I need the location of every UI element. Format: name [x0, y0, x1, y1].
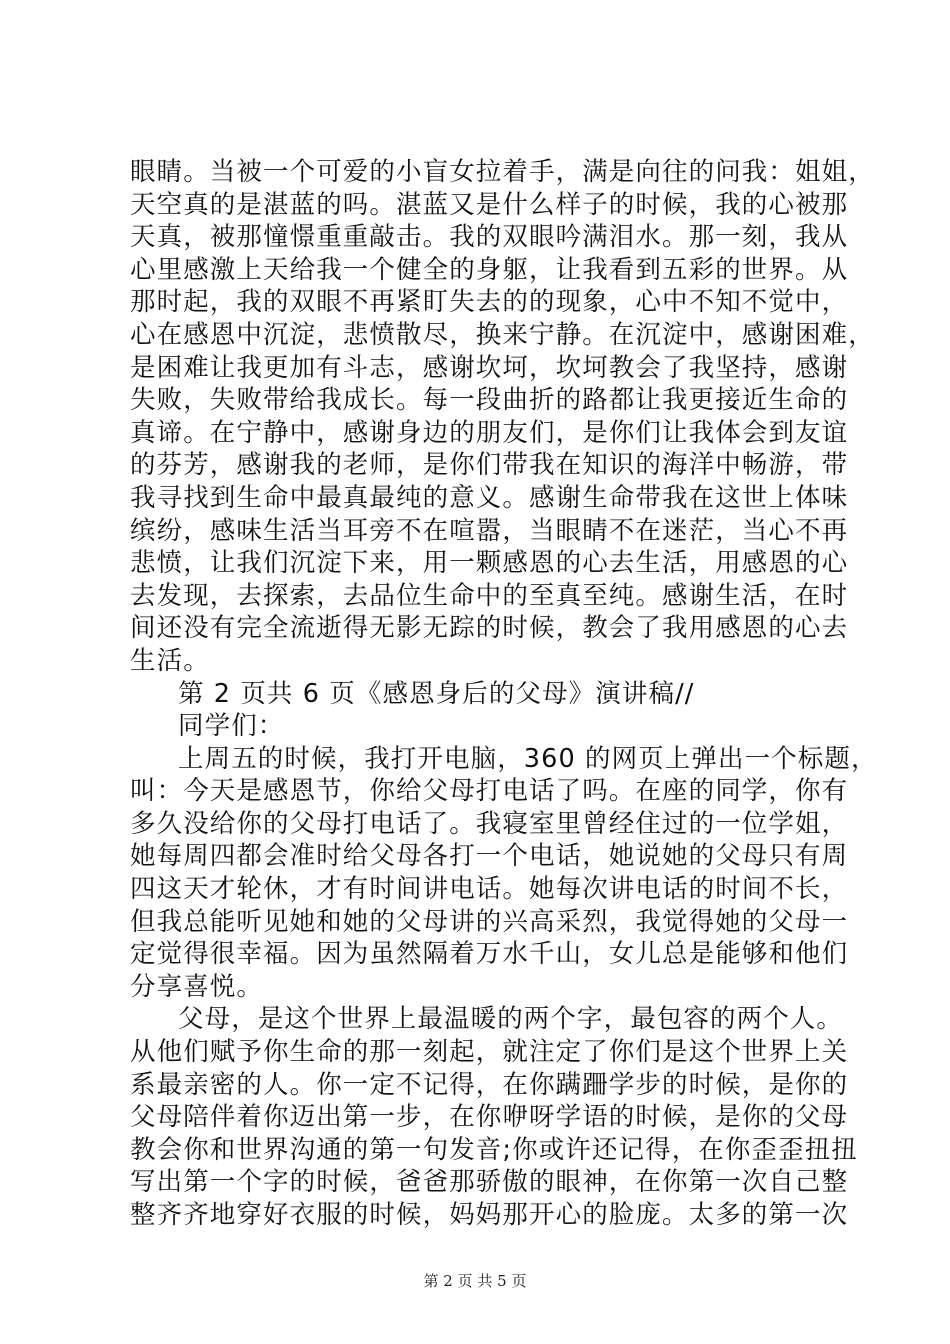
text-line: 分享喜悦。 [130, 971, 264, 1002]
text-line: 她每周四都会准时给父母各打一个电话，她说她的父母只有周 [130, 841, 849, 872]
text-line: 心里感激上天给我一个健全的身躯，让我看到五彩的世界。从 [130, 254, 849, 285]
salutation-line: 同学们： [178, 711, 285, 742]
text-line: 定觉得很幸福。因为虽然隔着万水千山，女儿总是能够和他们 [130, 939, 849, 970]
text-line: 天空真的是湛蓝的吗。湛蓝又是什么样子的时候，我的心被那 [130, 189, 849, 220]
document-body [130, 156, 878, 1232]
text-line: 是困难让我更加有斗志，感谢坎坷，坎坷教会了我坚持，感谢 [130, 352, 849, 383]
text-line: 但我总能听见她和她的父母讲的兴高采烈，我觉得她的父母一 [130, 906, 849, 937]
text-line: 多久没给你的父母打电话了。我寝室里曾经住过的一位学姐， [130, 808, 849, 839]
text-line: 天真，被那憧憬重重敲击。我的双眼吟满泪水。那一刻，我从 [130, 222, 849, 253]
text-line: 心在感恩中沉淀，悲愤散尽，换来宁静。在沉淀中，感谢困难， [130, 319, 875, 350]
text-line: 那时起，我的双眼不再紧盯失去的的现象，心中不知不觉中， [130, 287, 849, 318]
text-line: 悲愤，让我们沉淀下来，用一颗感恩的心去生活，用感恩的心 [130, 548, 849, 579]
page-footer: 第 2 页 共 5 页 [423, 1272, 527, 1290]
text-line: 教会你和世界沟通的第一句发音;你或许还记得，在你歪歪扭扭 [130, 1134, 858, 1165]
text-line: 缤纷，感味生活当耳旁不在喧嚣，当眼睛不在迷茫，当心不再 [130, 515, 849, 546]
text-line: 真谛。在宁静中，感谢身边的朋友们，是你们让我体会到友谊 [130, 417, 849, 448]
text-line: 叫：今天是感恩节，你给父母打电话了吗。在座的同学，你有 [130, 776, 849, 807]
text-line: 父母，是这个世界上最温暖的两个字，最包容的两个人。 [178, 1004, 844, 1035]
text-line: 父母陪伴着你迈出第一步，在你咿呀学语的时候，是你的父母 [130, 1102, 849, 1133]
text-line: 失败，失败带给我成长。每一段曲折的路都让我更接近生命的 [130, 385, 849, 416]
text-line: 上周五的时候，我打开电脑，360 的网页上弹出一个标题， [178, 743, 878, 774]
text-line: 四这天才轮休，才有时间讲电话。她每次讲电话的时间不长， [130, 874, 849, 905]
text-line: 系最亲密的人。你一定不记得，在你蹒跚学步的时候，是你的 [130, 1069, 849, 1100]
text-line: 眼睛。当被一个可爱的小盲女拉着手，满是向往的问我：姐姐， [130, 157, 875, 187]
text-line: 的芬芳，感谢我的老师，是你们带我在知识的海洋中畅游，带 [130, 450, 849, 481]
text-line: 去发现，去探索，去品位生命中的至真至纯。感谢生活，在时 [130, 580, 849, 611]
page-marker-line: 第 2 页共 6 页《感恩身后的父母》演讲稿// [178, 678, 695, 709]
text-line: 从他们赋予你生命的那一刻起，就注定了你们是这个世界上关 [130, 1037, 849, 1068]
text-line: 生活。 [130, 645, 210, 676]
text-line: 我寻找到生命中最真最纯的意义。感谢生命带我在这世上体味 [130, 482, 849, 513]
text-line: 整齐齐地穿好衣服的时候，妈妈那开心的脸庞。太多的第一次 [130, 1200, 849, 1230]
text-line: 写出第一个字的时候，爸爸那骄傲的眼神，在你第一次自己整 [130, 1167, 849, 1198]
text-line: 间还没有完全流逝得无影无踪的时候，教会了我用感恩的心去 [130, 613, 849, 644]
